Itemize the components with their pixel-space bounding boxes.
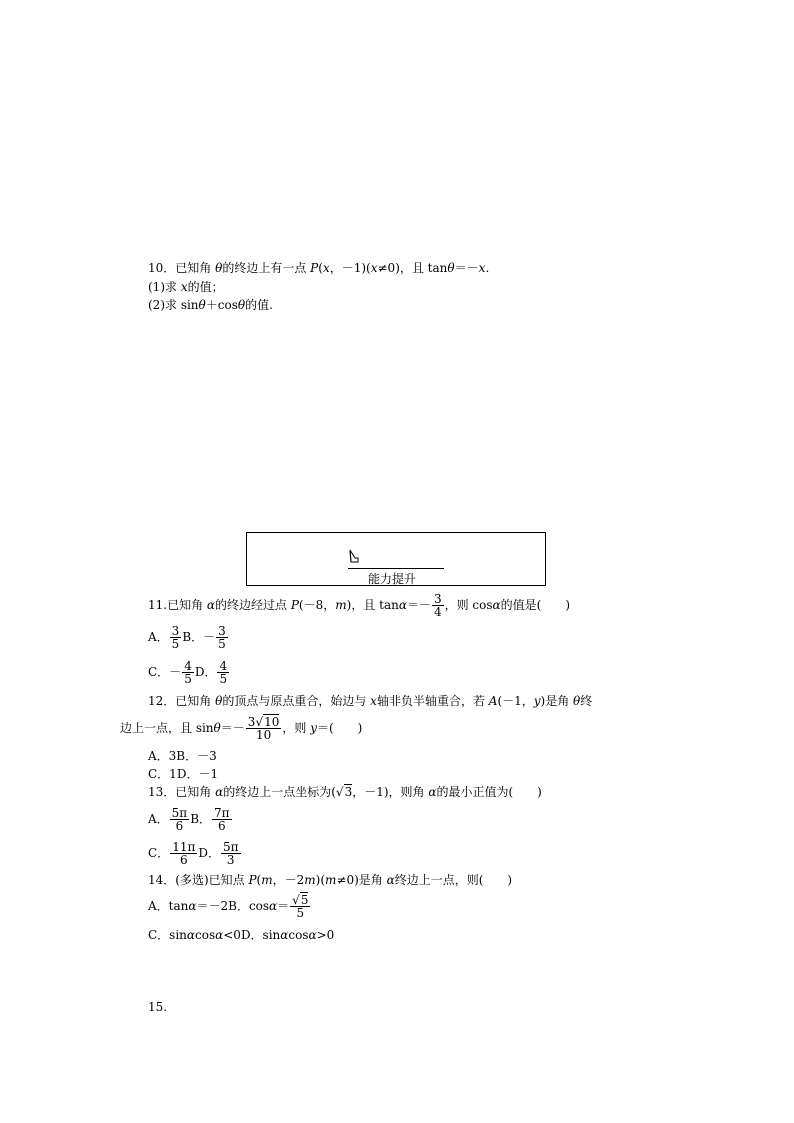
- section-header-box: [246, 532, 546, 586]
- q12-options-cd: C．1D．－1: [148, 767, 219, 781]
- q14-options-ab: A．tanα＝－2B．cosα＝ $\frac{√5}{5}$: [148, 893, 309, 920]
- q10-part2: (2)求 sinθ＋cosθ的值.: [148, 298, 273, 312]
- q10-part1: (1)求 x的值；: [148, 280, 224, 294]
- q14-options-cd: C．sinαcosα<0D．sinαcosα>0: [148, 928, 335, 942]
- q13-options-cd: C． $\frac{11\pi}{6}$ D． $\frac{5\pi}{3}$: [148, 840, 239, 867]
- q10-stem: 10．已知角 θ的终边上有一点 P(x，－1)(x≠0)，且 tanθ＝－x.: [148, 261, 490, 275]
- q14-stem: 14．(多选)已知点 P(m，－2m)(m≠0)是角 α终边上一点，则( ): [148, 873, 513, 887]
- q13-options-ab: A． $\frac{5\pi}{6}$ B． $\frac{7\pi}{6}$: [148, 806, 230, 833]
- q13-stem: 13．已知角 α的终边上一点坐标为(√3，－1)，则角 α的最小正值为( ): [148, 785, 542, 799]
- q12-options-ab: A．3B．－3: [148, 749, 217, 763]
- q12-fraction: $\frac{3√10}{10}$: [247, 715, 280, 742]
- q12-stem-line1: 12．已知角 θ的顶点与原点重合，始边与 x轴非负半轴重合，若 A(－1，y)是角 θ终: [148, 694, 593, 708]
- q15-number: 15.: [148, 1000, 168, 1014]
- q11-options-cd: C．－ $\frac{4}{5}$ D． $\frac{4}{5}$: [148, 659, 228, 686]
- section-rule: [348, 568, 444, 569]
- section-title: 能力提升: [368, 572, 417, 586]
- q12-stem-line2: 边上一点，且 sinθ＝－ $\frac{3√10}{10}$ ，则 y＝( ): [120, 715, 363, 742]
- q11-fraction: $\frac{3}{4}$: [433, 592, 442, 619]
- pencil-icon: [348, 549, 360, 563]
- q11-stem: 11.已知角 α的终边经过点 P(－8，m)，且 tanα＝－ $\frac{3}{4}$ ，则 cosα的值是( ): [148, 592, 571, 619]
- q11-options-ab: A． $\frac{3}{5}$ B．－ $\frac{3}{5}$: [148, 624, 226, 651]
